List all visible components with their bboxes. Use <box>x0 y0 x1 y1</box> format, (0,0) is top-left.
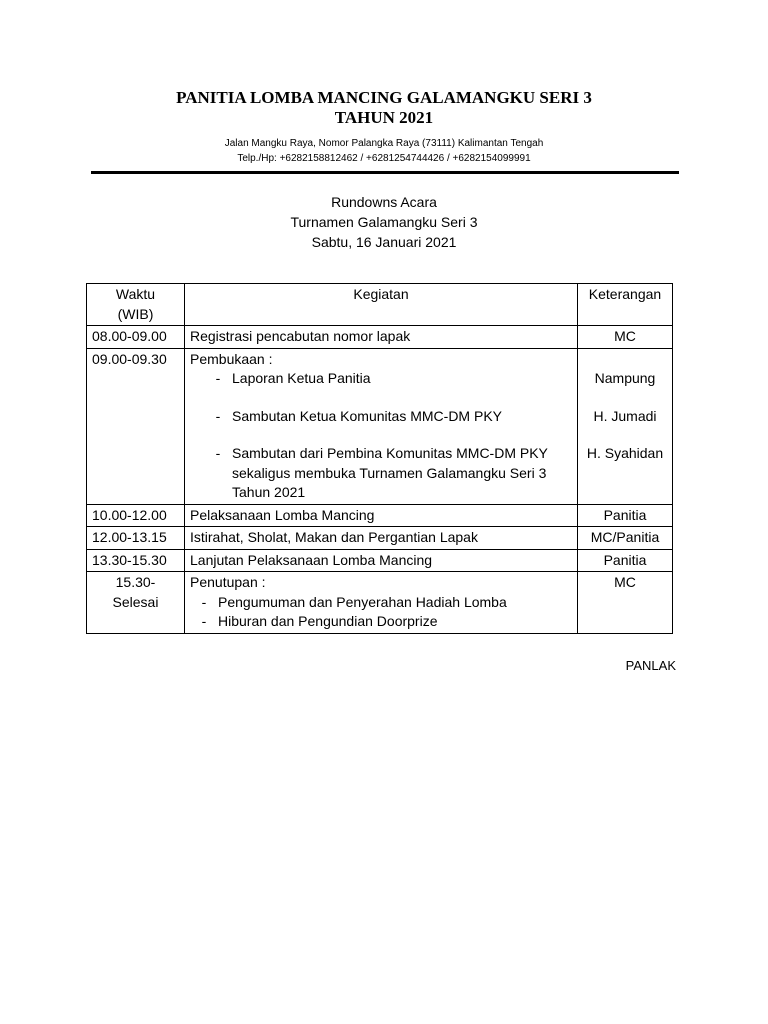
table-row <box>87 326 673 349</box>
activity-heading: Penutupan : <box>190 574 266 590</box>
list-item <box>190 444 572 503</box>
note-speaker: H. Jumadi <box>593 407 657 424</box>
phone-line: Telp./Hp: +6282158812462 / +6281254744426 / +6282154099991 <box>237 153 531 164</box>
row-activity: Lanjutan Pelaksanaan Lomba Mancing <box>185 549 578 572</box>
row-activity: Pelaksanaan Lomba Mancing <box>185 504 578 527</box>
activity-heading: Pembukaan : <box>190 350 273 367</box>
row-note: Panitia <box>578 549 673 572</box>
row-note: MC/Panitia <box>578 527 673 550</box>
row-note: Panitia <box>578 504 673 527</box>
row-time <box>87 572 185 634</box>
table-row <box>87 504 673 527</box>
row-time: 12.00-13.15 <box>87 527 185 550</box>
row-time: 09.00-09.30 <box>87 348 185 504</box>
list-item-text: Pengumuman dan Penyerahan Hadiah Lomba <box>218 593 507 610</box>
header-time <box>87 284 185 326</box>
organization-title: PANITIA LOMBA MANCING GALAMANGKU SERI 3 <box>176 88 592 107</box>
table-row <box>87 348 673 504</box>
list-item <box>190 612 572 632</box>
row-time-end: Selesai <box>112 593 159 610</box>
list-item-text: Sambutan Ketua Komunitas MMC-DM PKY <box>232 407 502 424</box>
list-dash: - <box>215 370 221 386</box>
row-activity: Registrasi pencabutan nomor lapak <box>185 326 578 349</box>
list-item-text: Sambutan dari Pembina Komunitas MMC-DM PKY sekaligus membuka Turnamen Galamangku Seri 3 Tahun 2021 <box>232 445 548 500</box>
header-divider <box>91 171 679 174</box>
row-time: 13.30-15.30 <box>87 549 185 572</box>
header-note: Keterangan <box>578 284 673 326</box>
note-speaker: Nampung <box>594 370 656 386</box>
table-header-row <box>87 284 673 326</box>
note-speaker: H. Syahidan <box>586 445 664 461</box>
row-note <box>578 348 673 504</box>
rundown-table <box>86 283 673 634</box>
list-item <box>190 369 572 389</box>
organization-year: TAHUN 2021 <box>334 108 434 127</box>
list-dash: - <box>201 593 207 610</box>
list-dash: - <box>201 613 207 629</box>
header-activity: Kegiatan <box>185 284 578 326</box>
row-note: MC <box>578 326 673 349</box>
list-item <box>190 407 572 427</box>
row-time: 08.00-09.00 <box>87 326 185 349</box>
list-item <box>190 593 572 613</box>
row-activity: Istirahat, Sholat, Makan dan Pergantian Lapak <box>185 527 578 550</box>
row-note: MC <box>578 572 673 634</box>
table-row <box>87 527 673 550</box>
signature: PANLAK <box>625 658 676 673</box>
header-time-label: Waktu <box>115 286 156 302</box>
list-item-text: Hiburan dan Pengundian Doorprize <box>218 613 438 629</box>
table-row <box>87 549 673 572</box>
document-title: Rundowns Acara <box>331 194 437 210</box>
event-name: Turnamen Galamangku Seri 3 <box>290 214 478 230</box>
row-activity <box>185 348 578 504</box>
row-activity <box>185 572 578 634</box>
address-line: Jalan Mangku Raya, Nomor Palangka Raya (73111) Kalimantan Tengah <box>224 138 544 149</box>
list-dash: - <box>215 407 221 424</box>
header-time-unit: (WIB) <box>117 305 154 322</box>
table-row <box>87 572 673 634</box>
row-time: 10.00-12.00 <box>87 504 185 527</box>
event-date: Sabtu, 16 Januari 2021 <box>311 234 457 250</box>
list-dash: - <box>215 445 221 461</box>
list-item-text: Laporan Ketua Panitia <box>232 370 371 386</box>
row-time-start: 15.30- <box>115 574 156 590</box>
